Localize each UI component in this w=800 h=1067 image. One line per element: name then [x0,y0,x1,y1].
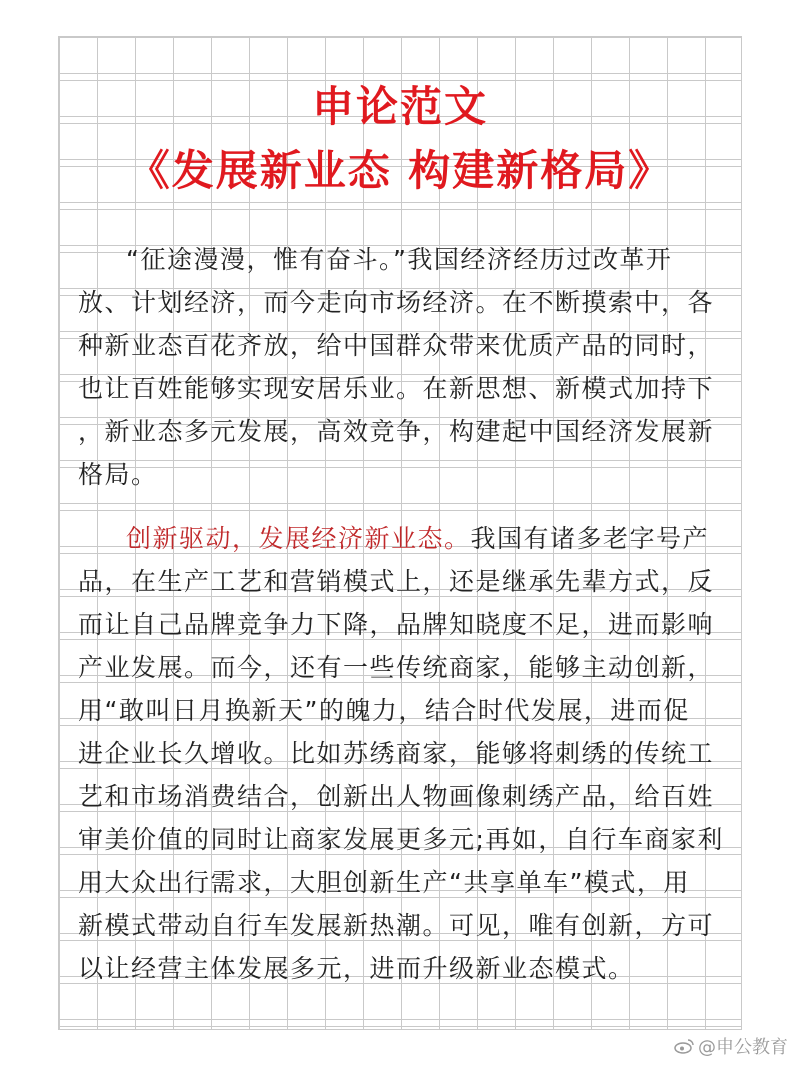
paragraph-line: 放、计划经济，而今走向市场经济。在不断摸索中，各 [78,288,715,317]
paragraph-line: 艺和市场消费结合，创新出人物画像刺绣产品，给百姓 [78,782,715,811]
weibo-icon [674,1038,694,1054]
paragraph-heading-highlight: 创新驱动，发展经济新业态。 [126,524,471,553]
watermark-text: @申公教育 [698,1037,788,1058]
paragraph-line: 格局。 [78,460,158,489]
paragraph-line: 进企业长久增收。比如苏绣商家，能够将刺绣的传统工 [78,739,715,768]
paragraph-line: 也让百姓能够实现安居乐业。在新思想、新模式加持下 [78,374,715,403]
paragraph-line: 用大众出行需求，大胆创新生产“共享单车”模式，用 [78,868,690,897]
paragraph-line: 新模式带动自行车发展新热潮。可见，唯有创新，方可 [78,911,715,940]
paragraph-1 [78,238,728,496]
paragraph-line: ，新业态多元发展，高效竞争，构建起中国经济发展新 [78,417,715,446]
paragraph-line: 而让自己品牌竞争力下降，品牌知晓度不足，进而影响 [78,610,715,639]
paragraph-line: “征途漫漫，惟有奋斗。”我国经济经历过改革开 [126,245,673,274]
paragraph-line: 种新业态百花齐放，给中国群众带来优质产品的同时， [78,331,715,360]
paragraph-line: 品，在生产工艺和营销模式上，还是继承先辈方式，反 [78,567,715,596]
paragraph-line: 审美价值的同时让商家发展更多元;再如，自行车商家利 [78,825,724,854]
paragraph-line: 用“敢叫日月换新天”的魄力，结合时代发展，进而促 [78,696,690,725]
paragraph-first-line-rest: 我国有诸多老字号产 [470,524,710,553]
paragraph-line: 以让经营主体发展多元，进而升级新业态模式。 [78,954,635,983]
title-line-2: 《发展新业态 构建新格局》 [127,146,673,195]
title-line-1: 申论范文 [311,82,488,131]
paragraph-first-line [78,517,728,560]
paragraph-2 [78,517,728,990]
watermark [674,1033,788,1059]
paragraph-line: 产业发展。而今，还有一些传统商家，能够主动创新， [78,653,715,682]
